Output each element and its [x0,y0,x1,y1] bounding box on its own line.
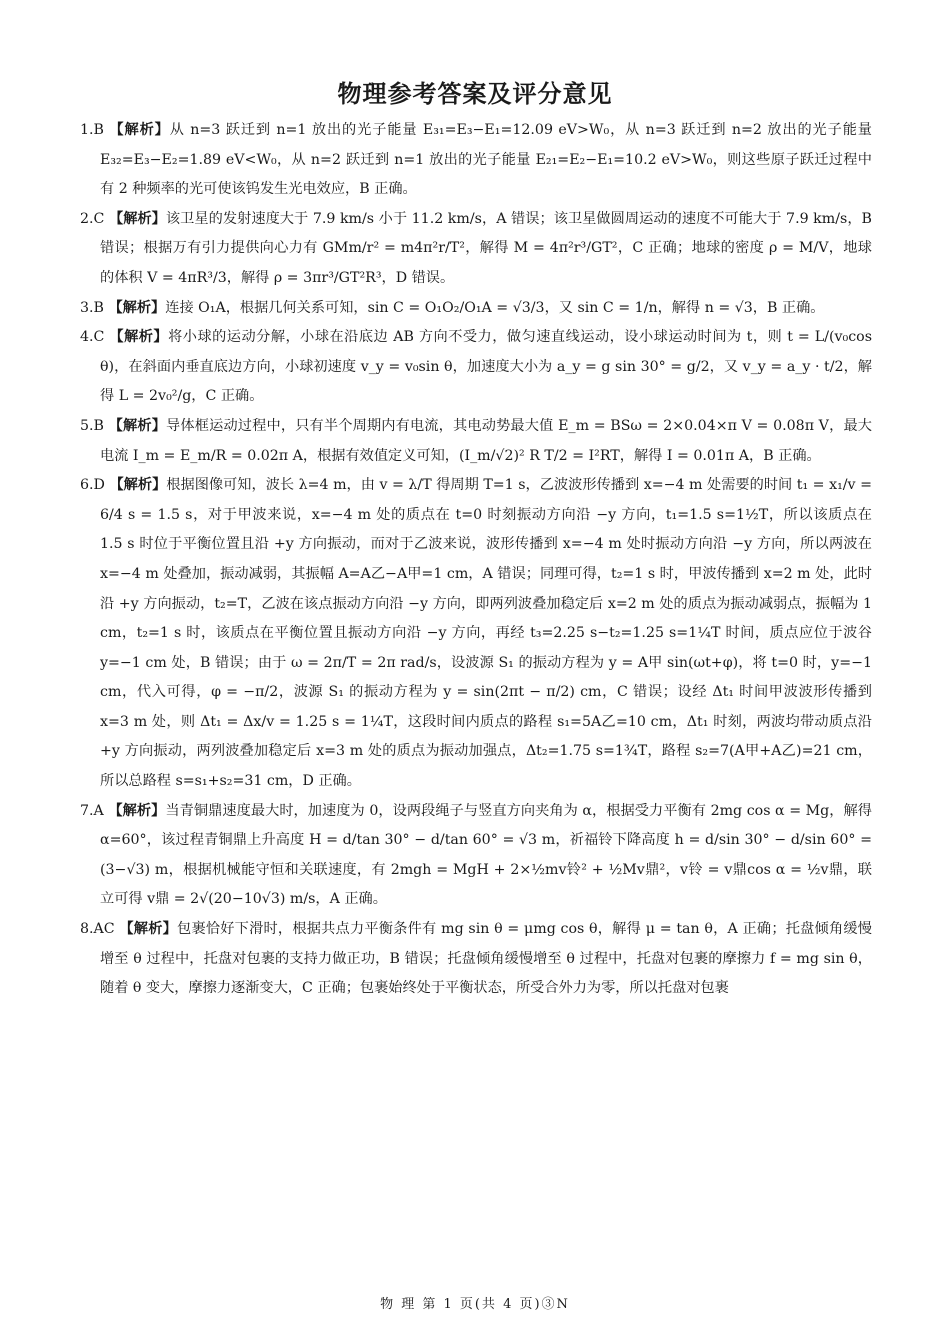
answer-item-4 [80,323,872,412]
answer-number: 8.AC [80,921,115,938]
page-footer: 物 理 第 1 页(共 4 页)③N [380,1297,570,1312]
analysis-tag: 【解析】 [108,299,166,316]
answer-item-2 [80,205,872,294]
answer-item-1 [80,116,872,205]
answer-number: 5.B [80,417,104,434]
analysis-tag: 【解析】 [108,210,166,227]
answer-item-3 [80,294,872,324]
analysis-tag: 【解析】 [109,329,169,346]
answer-text: 将小球的运动分解，小球在沿底边 AB 方向不受力，做匀速直线运动，设小球运动时间为 t，则 t = L/(v₀cos θ)，在斜面内垂直底边方向，小球初速度 v_y = v₀sin θ，加速度大小为 a_y = g sin 30° = g/2，又 v_y = a_y · t/2，解得 L = 2v₀²/g，C 正确。 [100,329,872,405]
answer-number: 6.D [80,477,105,494]
answer-text: 当青铜鼎速度最大时，加速度为 0，设两段绳子与竖直方向夹角为 α，根据受力平衡有 2mg cos α = Mg，解得 α=60°，该过程青铜鼎上升高度 H = d/tan 30° − d/tan 60° = √3 m，祈福铃下降高度 h = d/sin 30° − d/sin 60° = (3−√3) m，根据机械能守恒和关联速度，有 2mgh = MgH + 2×½mv铃² + ½Mv鼎²，v铃 = v鼎cos α = ½v鼎，联立可得 v鼎 = 2√(20−10√3) m/s，A 正确。 [100,802,872,908]
answer-number: 2.C [80,210,105,227]
answer-item-7 [80,797,872,915]
answer-number: 3.B [80,299,104,316]
answer-text: 从 n=3 跃迁到 n=1 放出的光子能量 E₃₁=E₃−E₁=12.09 eV>W₀，从 n=3 跃迁到 n=2 放出的光子能量 E₃₂=E₃−E₂=1.89 eV<W₀，从 n=2 跃迁到 n=1 放出的光子能量 E₂₁=E₂−E₁=10.2 eV>W₀，则这些原子跃迁过程中有 2 种频率的光可使该钨发生光电效应，B 正确。 [100,122,872,198]
answer-list [80,116,872,1004]
page-title: 物理参考答案及评分意见 [337,80,613,108]
analysis-tag: 【解析】 [109,477,167,494]
answer-item-5 [80,412,872,471]
answer-text: 导体框运动过程中，只有半个周期内有电流，其电动势最大值 E_m = BSω = 2×0.04×π V = 0.08π V，最大电流 I_m = E_m/R = 0.02π A，根据有效值定义可知，(I_m/√2)² R T/2 = I²RT，解得 I = 0.01π A，B 正确。 [100,417,872,464]
analysis-tag: 【解析】 [108,417,167,434]
analysis-tag: 【解析】 [119,921,178,938]
answer-number: 7.A [80,802,104,819]
answer-item-8 [80,915,872,1004]
answer-text: 连接 O₁A，根据几何关系可知，sin C = O₁O₂/O₁A = √3/3，又 sin C = 1/n，解得 n = √3，B 正确。 [165,299,825,316]
answer-text: 该卫星的发射速度大于 7.9 km/s 小于 11.2 km/s，A 错误；该卫星做圆周运动的速度不可能大于 7.9 km/s，B 错误；根据万有引力提供向心力有 GMm/r² = m4π²r/T²，解得 M = 4π²r³/GT²，C 正确；地球的密度 ρ = M/V，地球的体积 V = 4πR³/3，解得 ρ = 3πr³/GT²R³，D 错误。 [100,210,872,286]
answer-number: 4.C [80,329,105,346]
answer-text: 根据图像可知，波长 λ=4 m，由 v = λ/T 得周期 T=1 s，乙波波形传播到 x=−4 m 处需要的时间 t₁ = x₁/v = 6/4 s = 1.5 s，对于甲波来说，x=−4 m 处的质点在 t=0 时刻振动方向沿 −y 方向，t₁=1.5 s=1½T，所以该质点在 1.5 s 时位于平衡位置且沿 +y 方向振动，而对于乙波来说，波形传播到 x=−4 m 处时振动方向沿 −y 方向，所以两波在 x=−4 m 处叠加，振动减弱，其振幅 A=A乙−A甲=1 cm，A 错误；同理可得，t₂=1 s 时，甲波传播到 x=2 m 处，此时沿 +y 方向振动，t₂=T，乙波在该点振动方向沿 −y 方向，即两列波叠加稳定后 x=2 m 处的质点为振动减弱点，振幅为 1 cm，t₂=1 s 时，该质点在平衡位置且振动方向沿 −y 方向，再经 t₃=2.25 s−t₂=1.25 s=1¼T 时间，质点应位于波谷 y=−1 cm 处，B 错误；由于 ω = 2π/T = 2π rad/s，设波源 S₁ 的振动方程为 y = A甲 sin(ωt+φ)，将 t=0 时，y=−1 cm，代入可得，φ = −π/2，波源 S₁ 的振动方程为 y = sin(2πt − π/2) cm，C 错误；设经 Δt₁ 时间甲波波形传播到 x=3 m 处，则 Δt₁ = Δx/v = 1.25 s = 1¼T，这段时间内质点的路程 s₁=5A乙=10 cm，Δt₁ 时刻，两波均带动质点沿 +y 方向振动，两列波叠加稳定后 x=3 m 处的质点为振动加强点，Δt₂=1.75 s=1¾T，路程 s₂=7(A甲+A乙)=21 cm，所以总路程 s=s₁+s₂=31 cm，D 正确。 [100,477,872,790]
analysis-tag: 【解析】 [109,122,170,138]
answer-item-6 [80,471,872,797]
answer-text: 包裹恰好下滑时，根据共点力平衡条件有 mg sin θ = μmg cos θ，解得 μ = tan θ，A 正确；托盘倾角缓慢增至 θ 过程中，托盘对包裹的支持力做正功，B 错误；托盘倾角缓慢增至 θ 过程中，托盘对包裹的摩擦力 f = mg sin θ，随着 θ 变大，摩擦力逐渐变大，C 正确；包裹始终处于平衡状态，所受合外力为零，所以托盘对包裹 [100,921,872,997]
answer-number: 1.B [80,122,104,138]
analysis-tag: 【解析】 [108,802,166,819]
